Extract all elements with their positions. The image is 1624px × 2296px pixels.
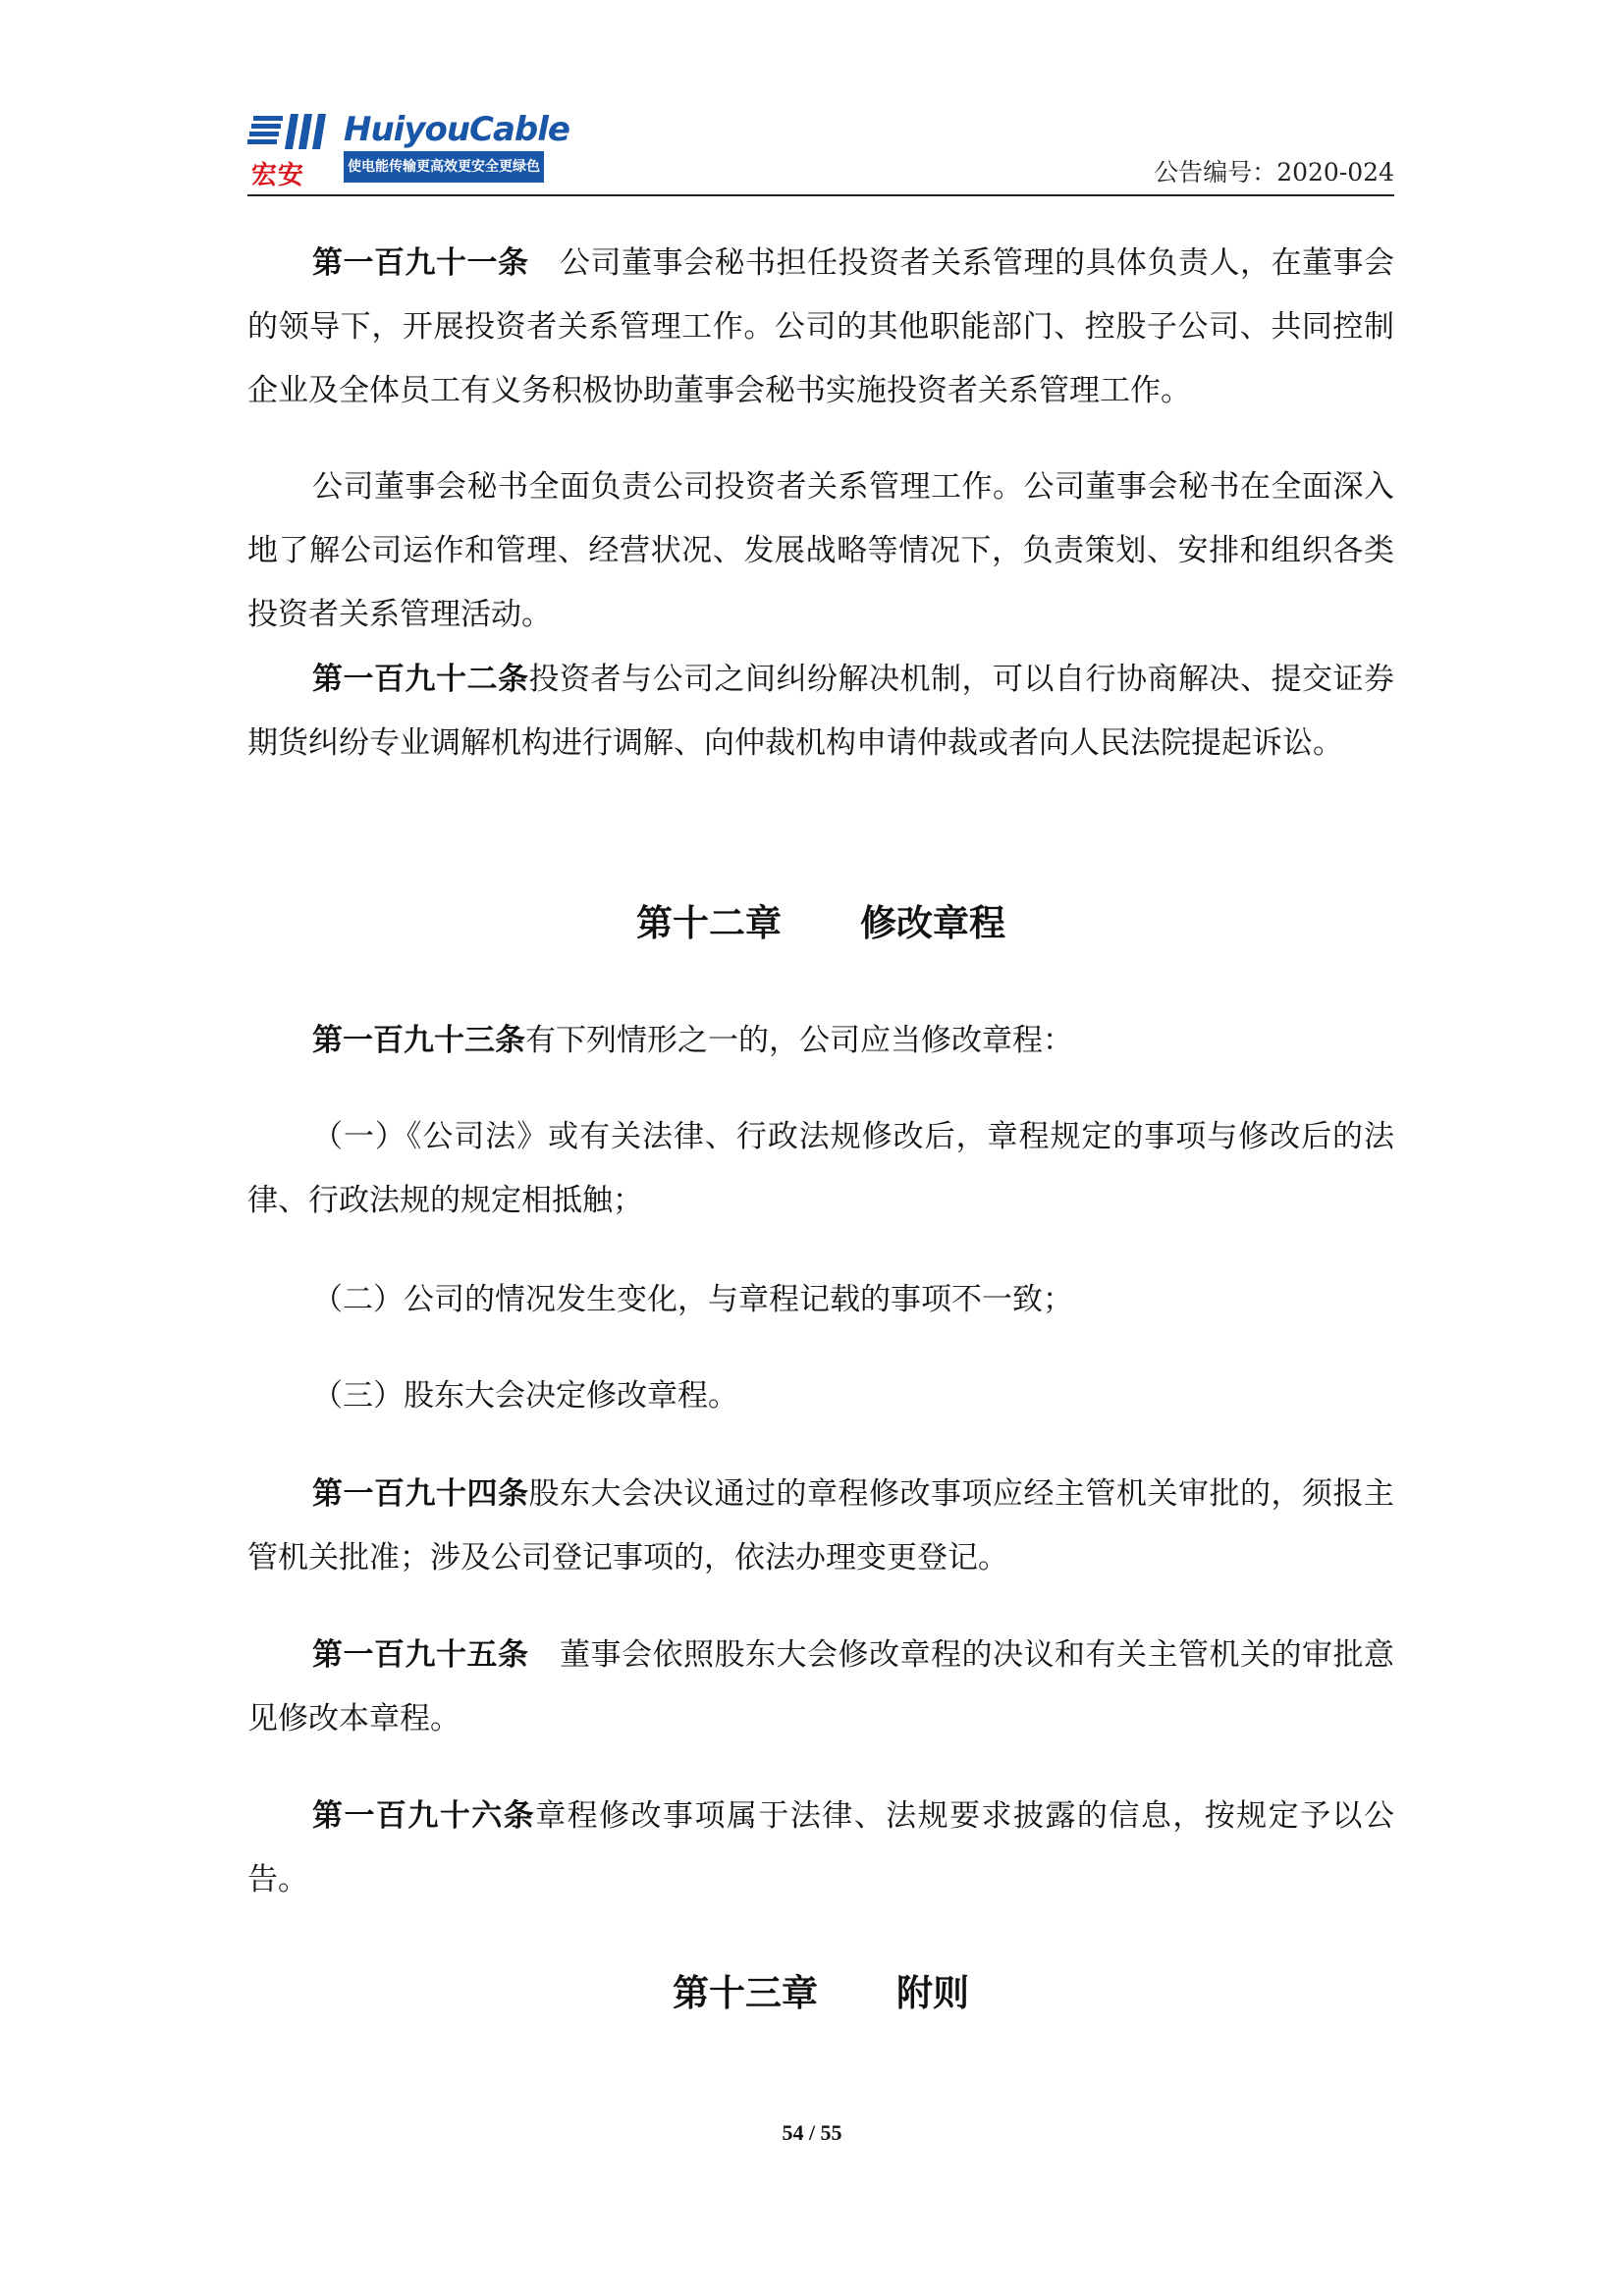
header-divider	[247, 194, 1394, 196]
article-194	[247, 1463, 1394, 1590]
article-number: 第一百九十五条	[312, 1637, 529, 1673]
chapter-title: 附则	[896, 1971, 969, 2014]
article-text: 公司董事会秘书担任投资者关系管理的具体负责人，在董事会的领导下，开展投资者关系管理工作。公司的其他职能部门、控股子公司、共同控制企业及全体员工有义务积极协助董事会秘书实施投资者关系管理工作。	[247, 245, 1394, 408]
article-number: 第一百九十三条	[312, 1023, 525, 1058]
article-196	[247, 1785, 1394, 1912]
announcement-number: 公告编号：2020-024	[1154, 158, 1394, 187]
list-item-text: （一）《公司法》或有关法律、行政法规修改后，章程规定的事项与修改后的法律、行政法规的规定相抵触；	[247, 1119, 1394, 1218]
chapter-title: 修改章程	[860, 901, 1005, 944]
article-text: 投资者与公司之间纠纷解决机制，可以自行协商解决、提交证券期货纠纷专业调解机构进行调解、向仲裁机构申请仲裁或者向人民法院提起诉讼。	[247, 662, 1394, 761]
article-193	[247, 1009, 1394, 1073]
chapter-heading	[247, 893, 1394, 946]
article-191-paragraph-2	[247, 455, 1394, 647]
logo-english-name: HuiyouCable	[344, 110, 569, 149]
article-text: 有下列情形之一的，公司应当修改章程：	[525, 1023, 1073, 1058]
article-text: 股东大会决议通过的章程修改事项应经主管机关审批的，须报主管机关批准；涉及公司登记事项的，依法办理变更登记。	[247, 1476, 1394, 1575]
logo-chinese-name: 宏安	[251, 161, 305, 190]
list-item-text: （三）股东大会决定修改章程。	[312, 1378, 738, 1414]
article-text: 董事会依照股东大会修改章程的决议和有关主管机关的审批意见修改本章程。	[247, 1637, 1394, 1736]
list-item-1	[247, 1105, 1394, 1233]
list-item-text: （二）公司的情况发生变化，与章程记载的事项不一致；	[312, 1282, 1073, 1317]
article-number: 第一百九十六条	[312, 1798, 536, 1834]
article-text: 章程修改事项属于法律、法规要求披露的信息，按规定予以公告。	[247, 1798, 1395, 1897]
company-logo	[247, 110, 569, 190]
paragraph-text: 公司董事会秘书全面负责公司投资者关系管理工作。公司董事会秘书在全面深入地了解公司运作和管理、经营状况、发展战略等情况下，负责策划、安排和组织各类投资者关系管理活动。	[247, 469, 1394, 632]
page-number: 54 / 55	[782, 2120, 842, 2145]
article-191	[247, 232, 1394, 423]
list-item-3	[247, 1364, 1394, 1428]
logo-slogan: 使电能传输更高效更安全更绿色	[344, 151, 544, 183]
chapter-heading	[247, 1963, 1394, 2016]
logo-mark-icon	[247, 110, 342, 155]
article-195	[247, 1624, 1394, 1751]
list-item-2	[247, 1268, 1394, 1332]
chapter-number: 第十三章	[673, 1971, 818, 2014]
page-header	[247, 110, 1394, 196]
chapter-number: 第十二章	[636, 901, 782, 944]
article-number: 第一百九十四条	[312, 1476, 529, 1512]
article-192	[247, 648, 1394, 775]
article-number: 第一百九十二条	[312, 662, 529, 697]
article-number: 第一百九十一条	[312, 245, 529, 281]
